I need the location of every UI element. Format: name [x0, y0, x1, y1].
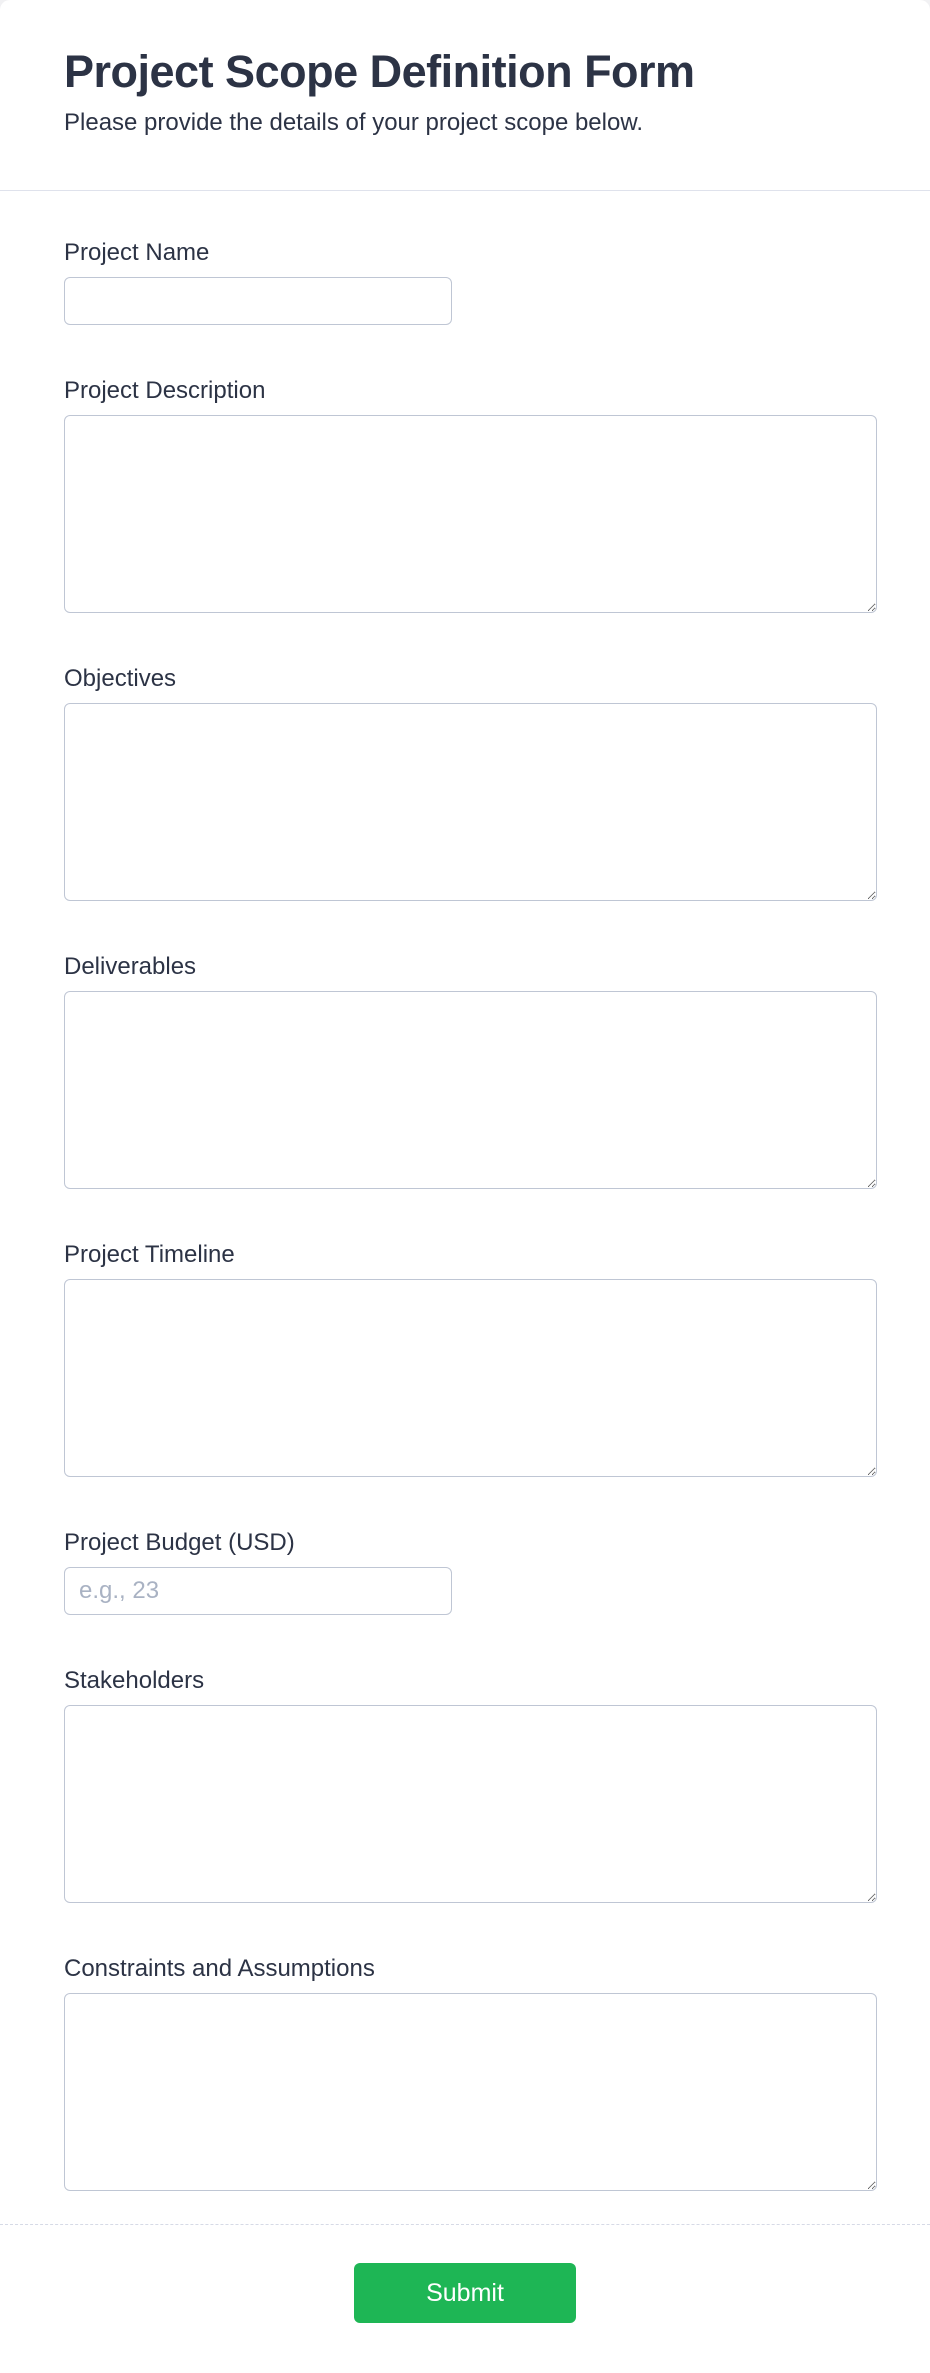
objectives-textarea[interactable] — [64, 703, 877, 901]
stakeholders-textarea[interactable] — [64, 1705, 877, 1903]
project-name-input[interactable] — [64, 277, 452, 325]
form-subtitle: Please provide the details of your project scope below. — [64, 109, 644, 136]
deliverables-field — [64, 953, 877, 1189]
constraints-assumptions-label: Constraints and Assumptions — [64, 1955, 375, 1982]
deliverables-textarea[interactable] — [64, 991, 877, 1189]
constraints-assumptions-textarea[interactable] — [64, 1993, 877, 2191]
project-description-textarea[interactable] — [64, 415, 877, 613]
project-timeline-textarea[interactable] — [64, 1279, 877, 1477]
project-description-label: Project Description — [64, 377, 266, 404]
form-header — [0, 0, 930, 191]
constraints-assumptions-field — [64, 1955, 877, 2191]
stakeholders-field — [64, 1667, 877, 1903]
project-budget-input[interactable] — [64, 1567, 452, 1615]
form-footer — [0, 2224, 930, 2373]
objectives-label: Objectives — [64, 665, 177, 692]
project-timeline-field — [64, 1241, 877, 1477]
form-fields — [0, 191, 930, 2224]
stakeholders-label: Stakeholders — [64, 1667, 205, 1694]
project-budget-field — [64, 1529, 877, 1615]
form-title: Project Scope Definition Form — [64, 46, 695, 97]
project-name-label: Project Name — [64, 239, 210, 266]
project-name-field — [64, 239, 877, 325]
submit-button[interactable]: Submit — [354, 2263, 576, 2323]
objectives-field — [64, 665, 877, 901]
project-budget-label: Project Budget (USD) — [64, 1529, 295, 1556]
project-description-field — [64, 377, 877, 613]
deliverables-label: Deliverables — [64, 953, 197, 980]
project-timeline-label: Project Timeline — [64, 1241, 235, 1268]
